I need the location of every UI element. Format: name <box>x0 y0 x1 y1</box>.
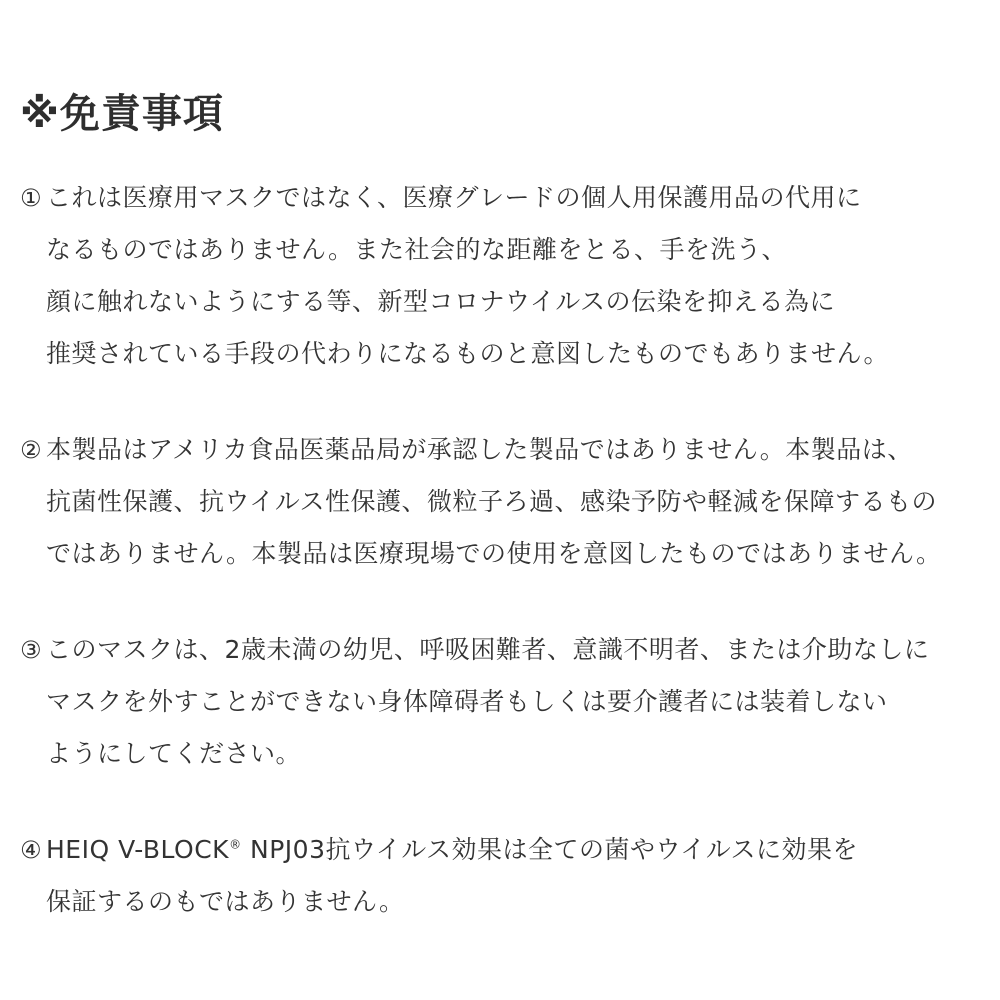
notice-text: 本製品はアメリカ食品医薬品局が承認した製品ではありません。本製品は、 <box>46 435 913 464</box>
notice-line: 顔に触れないようにする等、新型コロナウイルスの伝染を抑える為に <box>46 287 836 316</box>
notice-line: なるものではありません。また社会的な距離をとる、手を洗う、 <box>46 235 788 264</box>
notice-number: ③ <box>20 636 43 664</box>
notice-2 <box>20 424 990 580</box>
notice-3 <box>20 624 990 780</box>
notice-1 <box>20 172 990 380</box>
notice-4 <box>20 824 990 928</box>
notice-line: ではありません。本製品は医療現場での使用を意図したものではありません。 <box>46 539 942 568</box>
notice-line <box>20 624 990 676</box>
registered-mark: ® <box>229 837 242 852</box>
disclaimer-title: ※免責事項 <box>20 91 224 137</box>
notice-line: マスクを外すことができない身体障碍者もしくは要介護者には装着しない <box>46 687 888 716</box>
notice-number: ② <box>20 436 43 464</box>
notice-number: ① <box>20 184 43 212</box>
notice-line: 抗菌性保護、抗ウイルス性保護、微粒子ろ過、感染予防や軽減を保障するもの <box>46 487 938 516</box>
notice-line <box>20 824 990 876</box>
notice-line: 保証するのもではありません。 <box>46 887 405 916</box>
notice-text: NPJ03抗ウイルス効果は全ての菌やウイルスに効果を <box>241 835 858 864</box>
notice-line: 推奨されている手段の代わりになるものと意図したものでもありません。 <box>46 339 890 368</box>
notice-text: このマスクは、2歳未満の幼児、呼吸困難者、意識不明者、または介助なしに <box>46 635 930 664</box>
brand-name: HEIQ V-BLOCK <box>46 835 230 864</box>
notice-line <box>20 424 990 476</box>
notice-text: これは医療用マスクではなく、医療グレードの個人用保護用品の代用に <box>46 183 862 212</box>
notice-line <box>20 172 990 224</box>
notice-line: ようにしてください。 <box>46 739 302 768</box>
notice-number: ④ <box>20 836 43 864</box>
